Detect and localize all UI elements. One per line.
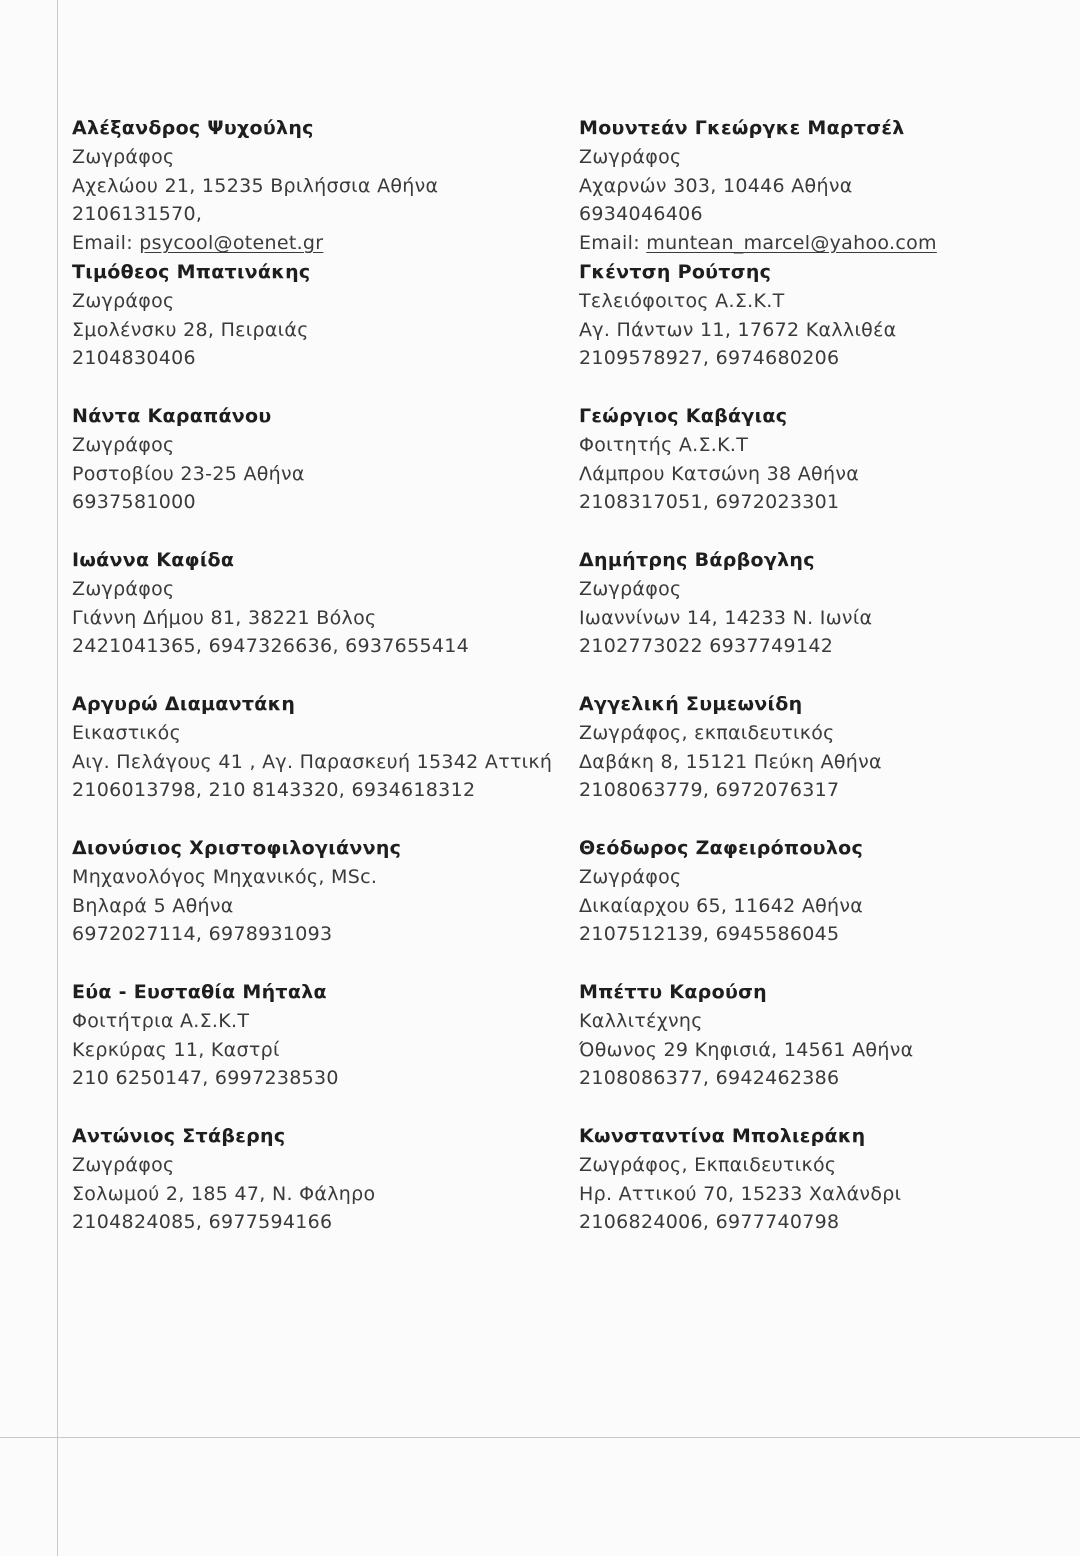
contact-phone: 2107512139, 6945586045 <box>579 923 840 946</box>
contact-phone: 6972027114, 6978931093 <box>72 923 333 946</box>
contact-name: Νάντα Καραπάνου <box>72 405 272 427</box>
contacts-column-left <box>72 114 552 1266</box>
contact-name: Γεώργιος Καβάγιας <box>579 405 788 427</box>
contact-entry <box>579 114 1059 258</box>
contact-entry <box>72 1122 552 1266</box>
contact-role: Ζωγράφος <box>72 1153 175 1176</box>
contact-address: Σολωμού 2, 185 47, Ν. Φάληρο <box>72 1182 376 1205</box>
contact-phone: 2108317051, 6972023301 <box>579 491 840 514</box>
contact-name: Δημήτρης Βάρβογλης <box>579 549 815 571</box>
contact-address: Γιάννη Δήμου 81, 38221 Βόλος <box>72 606 377 629</box>
contact-role: Ζωγράφος <box>579 145 682 168</box>
contact-role: Εικαστικός <box>72 721 182 744</box>
email-label: Email: <box>72 232 140 255</box>
contact-phone: 2108086377, 6942462386 <box>579 1067 840 1090</box>
contact-phone: 2421041365, 6947326636, 6937655414 <box>72 635 470 658</box>
contact-name: Τιμόθεος Μπατινάκης <box>72 261 311 283</box>
contact-entry <box>72 690 552 834</box>
contact-address: Βηλαρά 5 Αθήνα <box>72 894 234 917</box>
contact-address: Σμολένσκυ 28, Πειραιάς <box>72 318 309 341</box>
contact-name: Εύα - Ευσταθία Μήταλα <box>72 981 327 1003</box>
contact-phone: 6934046406 <box>579 203 703 226</box>
contact-phone: 210 6250147, 6997238530 <box>72 1067 339 1090</box>
contact-role: Μηχανολόγος Μηχανικός, MSc. <box>72 865 378 888</box>
contact-role: Ζωγράφος <box>72 145 175 168</box>
contact-entry <box>579 690 1059 834</box>
contact-phone: 2108063779, 6972076317 <box>579 779 840 802</box>
contact-name: Αγγελική Συμεωνίδη <box>579 693 803 715</box>
contact-entry <box>579 978 1059 1122</box>
email-link[interactable]: muntean_marcel@yahoo.com <box>646 232 937 255</box>
contact-name: Κωνσταντίνα Μπολιεράκη <box>579 1125 866 1147</box>
contact-name: Θεόδωρος Ζαφειρόπουλος <box>579 837 864 859</box>
contact-role: Ζωγράφος <box>72 433 175 456</box>
email-link[interactable]: psycool@otenet.gr <box>139 232 324 255</box>
contact-role: Ζωγράφος <box>72 289 175 312</box>
contact-role: Φοιτήτρια Α.Σ.Κ.Τ <box>72 1009 250 1032</box>
contact-address: Δικαίαρχου 65, 11642 Αθήνα <box>579 894 864 917</box>
contact-name: Μπέττυ Καρούση <box>579 981 767 1003</box>
contact-role: Ζωγράφος <box>579 865 682 888</box>
contact-address: Κερκύρας 11, Καστρί <box>72 1038 280 1061</box>
contact-address: Αχαρνών 303, 10446 Αθήνα <box>579 174 853 197</box>
contact-name: Γκέντση Ρούτσης <box>579 261 772 283</box>
contact-name: Αργυρώ Διαμαντάκη <box>72 693 296 715</box>
contact-entry <box>72 402 552 546</box>
email-label: Email: <box>579 232 647 255</box>
contact-entry <box>579 258 1059 402</box>
contact-name: Μουντεάν Γκεώργκε Μαρτσέλ <box>579 117 905 139</box>
contact-entry <box>579 402 1059 546</box>
contact-role: Ζωγράφος <box>72 577 175 600</box>
contact-role: Καλλιτέχνης <box>579 1009 703 1032</box>
contact-name: Ιωάννα Καφίδα <box>72 549 235 571</box>
contact-address: Λάμπρου Κατσώνη 38 Αθήνα <box>579 462 860 485</box>
contact-phone: 2106824006, 6977740798 <box>579 1211 840 1234</box>
contact-entry <box>579 1122 1059 1266</box>
contact-address: Ιωαννίνων 14, 14233 Ν. Ιωνία <box>579 606 873 629</box>
page-margin-line-horizontal <box>0 1437 1080 1438</box>
contact-phone: 2106131570, <box>72 203 203 226</box>
contact-address: Αγ. Πάντων 11, 17672 Καλλιθέα <box>579 318 897 341</box>
contact-role: Ζωγράφος <box>579 577 682 600</box>
contacts-column-right <box>579 114 1059 1266</box>
contact-phone: 2106013798, 210 8143320, 6934618312 <box>72 779 476 802</box>
contact-name: Αλέξανδρος Ψυχούλης <box>72 117 314 139</box>
contact-entry <box>72 258 552 402</box>
contact-entry <box>72 114 552 258</box>
contact-email-row <box>72 229 552 258</box>
contact-role: Ζωγράφος, εκπαιδευτικός <box>579 721 835 744</box>
contact-address: Αχελώου 21, 15235 Βριλήσσια Αθήνα <box>72 174 439 197</box>
contact-address: Αιγ. Πελάγους 41 , Αγ. Παρασκευή 15342 Αττική <box>72 750 553 773</box>
contact-entry <box>72 546 552 690</box>
contact-address: Όθωνος 29 Κηφισιά, 14561 Αθήνα <box>579 1038 914 1061</box>
contact-role: Τελειόφοιτος Α.Σ.Κ.Τ <box>579 289 785 312</box>
contact-email-row <box>579 229 1059 258</box>
contact-entry <box>579 834 1059 978</box>
contact-name: Διονύσιος Χριστοφιλογιάννης <box>72 837 402 859</box>
contact-entry <box>579 546 1059 690</box>
contact-phone: 2104824085, 6977594166 <box>72 1211 333 1234</box>
contact-phone: 2104830406 <box>72 347 196 370</box>
contact-address: Δαβάκη 8, 15121 Πεύκη Αθήνα <box>579 750 882 773</box>
contact-entry <box>72 834 552 978</box>
contact-role: Φοιτητής Α.Σ.Κ.Τ <box>579 433 749 456</box>
contact-entry <box>72 978 552 1122</box>
contact-phone: 2102773022 6937749142 <box>579 635 834 658</box>
contact-address: Ηρ. Αττικού 70, 15233 Χαλάνδρι <box>579 1182 902 1205</box>
contact-address: Ροστοβίου 23-25 Αθήνα <box>72 462 305 485</box>
page-margin-line-vertical <box>57 0 58 1556</box>
contact-name: Αντώνιος Στάβερης <box>72 1125 286 1147</box>
contact-role: Ζωγράφος, Εκπαιδευτικός <box>579 1153 837 1176</box>
contact-phone: 2109578927, 6974680206 <box>579 347 840 370</box>
contact-phone: 6937581000 <box>72 491 196 514</box>
